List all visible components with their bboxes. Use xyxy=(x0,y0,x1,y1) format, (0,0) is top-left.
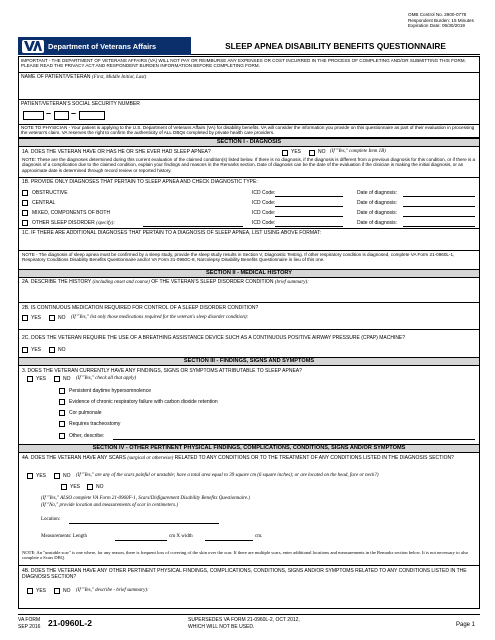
page-number: Page 1 xyxy=(456,622,476,628)
q2b-no-label: NO xyxy=(58,315,66,321)
date-of-diagnosis-label: Date of diagnosis: xyxy=(357,200,398,206)
q4b-no-label: NO xyxy=(63,588,71,594)
symptom-other-checkbox[interactable] xyxy=(59,433,65,439)
q2b-question: 2B. IS CONTINUOUS MEDICATION REQUIRED FOR CONTROL OF A SLEEP DISORDER CONDITION? xyxy=(22,305,259,311)
diagnosis-central-checkbox[interactable] xyxy=(22,200,28,206)
icd-code-label: ICD Code: xyxy=(252,220,276,226)
ssn-part-3[interactable] xyxy=(79,111,105,120)
q4a-yes-label: YES xyxy=(36,473,47,479)
cm-label: cm. xyxy=(255,534,263,539)
footer-vaform: VA FORM xyxy=(18,617,41,623)
date-of-diagnosis-input[interactable] xyxy=(403,226,475,227)
q3-yes-label: YES xyxy=(36,376,47,382)
section-4-header: SECTION IV - OTHER PERTINENT PHYSICAL FINDINGS, COMPLICATIONS, CONDITIONS, SIGNS AND/OR SYMPTOMS xyxy=(18,445,480,453)
form-header xyxy=(18,37,480,55)
ssn-part-1[interactable] xyxy=(23,111,44,120)
length-input[interactable] xyxy=(115,540,167,541)
q1c-row xyxy=(18,229,480,251)
q2c-no-label: NO xyxy=(58,347,66,353)
q2b-yes-label: YES xyxy=(31,315,42,321)
q2b-row xyxy=(18,303,480,330)
diagnosis-other-label: OTHER SLEEP DISORDER xyxy=(32,220,95,226)
name-field-box xyxy=(18,73,480,100)
name-label: NAME OF PATIENT/VETERAN xyxy=(21,74,91,80)
q2c-no-checkbox[interactable] xyxy=(49,347,55,353)
footer-wnbu: WHICH WILL NOT BE USED. xyxy=(188,624,255,630)
q2a-hint: (including onset and course) xyxy=(92,280,150,285)
other-specify-input[interactable] xyxy=(143,226,243,227)
q4a-sub-yes-label: YES xyxy=(70,484,81,490)
q4a-question-tail: RELATED TO ANY CONDITIONS OR TO THE TREATMENT OF ANY CONDITIONS LISTED IN THE DIAGNOSIS SECTION? xyxy=(174,455,454,461)
q3-row xyxy=(18,366,480,445)
diagnosis-obstructive-checkbox[interactable] xyxy=(22,190,28,196)
section-2-header: SECTION II - MEDICAL HISTORY xyxy=(18,270,480,278)
q4a-question: 4A. DOES THE VETERAN HAVE ANY SCARS xyxy=(22,455,126,461)
ssn-label: PATIENT/VETERAN'S SOCIAL SECURITY NUMBER xyxy=(21,101,140,107)
agency-name: Department of Veterans Affairs xyxy=(48,41,157,51)
ssn-field-box xyxy=(18,100,480,125)
q4a-subquestion: (If "Yes," are any of the scars painful or unstable; have a total area equal to 39 square cm (6 square inches); or are located on the head, face or neck?) xyxy=(76,473,379,478)
diagnosis-obstructive-label: OBSTRUCTIVE xyxy=(32,190,68,196)
q1a-question: 1A. DOES THE VETERAN HAVE OR HAS HE OR SHE EVER HAD SLEEP APNEA? xyxy=(22,149,211,155)
date-of-diagnosis-input[interactable] xyxy=(403,206,475,207)
cm-x-width-label: cm X width xyxy=(169,534,193,539)
q2c-question: 2C. DOES THE VETERAN REQUIRE THE USE OF A BREATHING ASSISTANCE DEVICE SUCH AS A CONTINUOUS POSITIVE AIRWAY PRESSURE (CPAP) MACHINE? xyxy=(22,335,406,341)
measurements-label: Measurements: Length xyxy=(41,534,87,539)
section-3-header: SECTION III - FINDINGS, SIGNS AND SYMPTOMS xyxy=(18,358,480,366)
symptom-cor-pulmonale-checkbox[interactable] xyxy=(59,410,65,416)
q4a-row xyxy=(18,453,480,566)
important-notice: IMPORTANT - THE DEPARTMENT OF VETERANS AFFAIRS (VA) WILL NOT PAY OR REIMBURSE ANY EXPENSES OR COST INCURRED IN THE PROCESS OF COMPLETING AND/OR SUBMITTING THIS FORM. PLEASE READ THE PRIVACY ACT AND RESPONDENT BURDEN INFORMATION BEFORE COMPLETING FORM. xyxy=(18,56,480,73)
ssn-dash-1: – xyxy=(46,108,52,118)
q2b-yes-checkbox[interactable] xyxy=(22,315,28,321)
q2c-row xyxy=(18,330,480,358)
q1a-row xyxy=(18,147,480,178)
diagnosis-mixed-label: MIXED, COMPONENTS OF BOTH xyxy=(32,210,111,216)
specify-hint: (specify): xyxy=(96,221,115,226)
q1c-question: 1C. IF THERE ARE ADDITIONAL DIAGNOSES THAT PERTAIN TO A DIAGNOSIS OF SLEEP APNEA, LIST USING ABOVE FORMAT: xyxy=(22,230,321,236)
q2b-no-checkbox[interactable] xyxy=(49,315,55,321)
q4b-question: 4B. DOES THE VETERAN HAVE ANY OTHER PERTINENT PHYSICAL FINDINGS, COMPLICATIONS, CONDITIONS, SIGNS AND/OR SYMPTOMS RELATED TO ANY CONDITIONS LISTED IN THE DIAGNOSIS SECTION? xyxy=(22,568,467,580)
footer-form-number: 21-0960L-2 xyxy=(48,618,92,628)
date-of-diagnosis-input[interactable] xyxy=(403,216,475,217)
icd-code-input[interactable] xyxy=(275,196,343,197)
symptom-cor-pulmonale-label: Cor pulmonale xyxy=(69,410,102,416)
omb-control: OMB Control No. 2900-0778 xyxy=(408,12,467,17)
symptom-hypersomnolence-label: Persistent daytime hypersomnolence xyxy=(69,388,151,394)
icd-code-input[interactable] xyxy=(275,226,343,227)
ssn-part-2[interactable] xyxy=(54,111,69,120)
va-banner xyxy=(18,37,191,55)
date-of-diagnosis-label: Date of diagnosis: xyxy=(357,220,398,226)
omb-expiration: Expiration Date: 09/30/2019 xyxy=(408,23,465,29)
q3-yes-checkbox[interactable] xyxy=(27,376,33,382)
location-input[interactable] xyxy=(69,523,219,524)
q1b-question: 1B. PROVIDE ONLY DIAGNOSES THAT PERTAIN TO SLEEP APNEA AND CHECK DIAGNOSTIC TYPE: xyxy=(22,179,258,185)
q4b-hint: (If "Yes," describe - brief summary): xyxy=(76,588,149,593)
symptom-tracheostomy-checkbox[interactable] xyxy=(59,421,65,427)
q1a-note: NOTE: These are the diagnoses determined during this current evaluation of the claimed condition(s) listed below. If there is no diagnosis, if the diagnosis is different from a previous diagnosis for this condition, or if there is a diagnosis of a complication due to the claimed condition, explain your findings and reasons in the Remarks section. Date of diagnosis can be the date of the evaluation if the clinician is making the initial diagnosis, or an approximate date is determined through record review or reported history. xyxy=(22,157,476,173)
icd-code-label: ICD Code: xyxy=(252,210,276,216)
q1a-hint: (If "Yes," complete Item 1B) xyxy=(330,149,386,154)
symptom-other-label: Other, describe: xyxy=(69,433,105,439)
icd-code-input[interactable] xyxy=(275,216,343,217)
diagnosis-other-checkbox[interactable] xyxy=(22,220,28,226)
icd-code-input[interactable] xyxy=(275,206,343,207)
note-to-physician: NOTE TO PHYSICIAN - Your patient is applying to the U.S. Department of Veterans Affairs (VA) for disability benefits. VA will consider the information you provide on this questionnaire as part of their evaluation in processing the veteran's claim. VA reserves the right to confirm the authenticity of ALL DBQs completed by private health care providers. xyxy=(18,125,480,138)
q3-no-label: NO xyxy=(63,376,71,382)
q2a-tail: OF THE VETERAN'S SLEEP DISORDER CONDITION xyxy=(151,279,274,285)
name-hint: (First, Middle Initial, Last) xyxy=(91,75,147,80)
icd-code-label: ICD Code: xyxy=(252,190,276,196)
section-1-header: SECTION I - DIAGNOSIS xyxy=(18,138,480,147)
q4b-no-checkbox[interactable] xyxy=(54,588,60,594)
ssn-dash-2: – xyxy=(71,108,77,118)
q4a-sub-no-checkbox[interactable] xyxy=(87,484,93,490)
name-input[interactable] xyxy=(23,84,475,97)
scar-note: NOTE: An "unstable scar" is one where, for any reason, there is frequent loss of covering of the skin over the scar. If there are multiple scars, enter additional locations and measurements in the Remarks section below. It is not necessary to also complete a Scars DBQ. xyxy=(22,550,469,561)
form-title: SLEEP APNEA DISABILITY BENEFITS QUESTIONNAIRE xyxy=(191,37,480,55)
q4a-hint: (surgical or otherwise) xyxy=(127,456,174,461)
q2a-question: 2A. DESCRIBE THE HISTORY xyxy=(22,279,92,285)
location-label: Location: xyxy=(41,517,61,522)
q4a-yes-checkbox[interactable] xyxy=(27,473,33,479)
footer-date: SEP 2016 xyxy=(18,624,41,630)
width-input[interactable] xyxy=(205,540,253,541)
symptom-other-input[interactable] xyxy=(113,439,475,440)
q4a-sub-yes-checkbox[interactable] xyxy=(61,484,67,490)
diagnosis-central-label: CENTRAL xyxy=(32,200,56,206)
q4a-no-label: NO xyxy=(63,473,71,479)
q3-no-checkbox[interactable] xyxy=(54,376,60,382)
q4b-yes-label: YES xyxy=(36,588,47,594)
icd-code-label: ICD Code: xyxy=(252,200,276,206)
q2a-brief: (brief summary): xyxy=(274,280,309,285)
q1a-no-checkbox[interactable] xyxy=(309,150,315,156)
footer-supersedes: SUPERSEDES VA FORM 21-0960L-2, OCT 2012, xyxy=(188,617,300,623)
date-of-diagnosis-input[interactable] xyxy=(403,196,475,197)
q2c-yes-label: YES xyxy=(31,347,42,353)
symptom-respiratory-failure-label: Evidence of chronic respiratory failure with carbon dioxide retention xyxy=(69,399,218,405)
date-of-diagnosis-label: Date of diagnosis: xyxy=(357,210,398,216)
q2b-hint: (If "Yes," list only those medications required for the veteran's sleep disorder condition): xyxy=(71,315,249,320)
q3-hint: (If "Yes," check all that apply) xyxy=(76,376,137,381)
q1a-yes-label: YES xyxy=(291,149,302,155)
va-logo-icon xyxy=(22,40,44,53)
q2c-yes-checkbox[interactable] xyxy=(22,347,28,353)
q4b-yes-checkbox[interactable] xyxy=(27,588,33,594)
symptom-respiratory-failure-checkbox[interactable] xyxy=(59,399,65,405)
q2a-row xyxy=(18,278,480,303)
q4a-also: (If "Yes," ALSO complete VA Form 21-0960F-1, Scars/Disfigurement Disability Benefits Questionnaire.) xyxy=(41,496,251,501)
note-sleep-study: NOTE - The diagnosis of sleep apnea must be confirmed by a sleep study, provide the sleep study results in Section V, Diagnostic Testing. If other respiratory condition is diagnosed, complete VA Form 21-0960L-1, Respiratory Conditions Disability Benefits Questionnaire and/or VA Form 21-0960C-8, Narcolepsy Disability Benefits Questionnaire in lieu of this one. xyxy=(18,251,480,270)
q3-question: 3. DOES THE VETERAN CURRENTLY HAVE ANY FINDINGS, SIGNS OR SYMPTOMS ATTRIBUTABLE TO SLEEP APNEA? xyxy=(22,368,302,374)
q1a-no-label: NO xyxy=(318,149,326,155)
q1b-row xyxy=(18,178,480,187)
q4a-sub-no-label: NO xyxy=(96,484,104,490)
symptom-tracheostomy-label: Requires tracheostomy xyxy=(69,421,121,427)
omb-info xyxy=(408,12,480,29)
form-footer xyxy=(18,614,480,632)
q1a-yes-checkbox[interactable] xyxy=(282,150,288,156)
date-of-diagnosis-label: Date of diagnosis: xyxy=(357,190,398,196)
omb-burden: Respondent Burden: 15 Minutes xyxy=(408,17,474,23)
q4b-row xyxy=(18,566,480,609)
form-page xyxy=(18,8,480,632)
symptom-hypersomnolence-checkbox[interactable] xyxy=(59,388,65,394)
q4a-no-instruction: (If "No," provide location and measurements of scar in centimeters.) xyxy=(41,503,178,508)
q4a-no-checkbox[interactable] xyxy=(54,473,60,479)
diagnosis-table xyxy=(18,187,480,229)
diagnosis-mixed-checkbox[interactable] xyxy=(22,210,28,216)
